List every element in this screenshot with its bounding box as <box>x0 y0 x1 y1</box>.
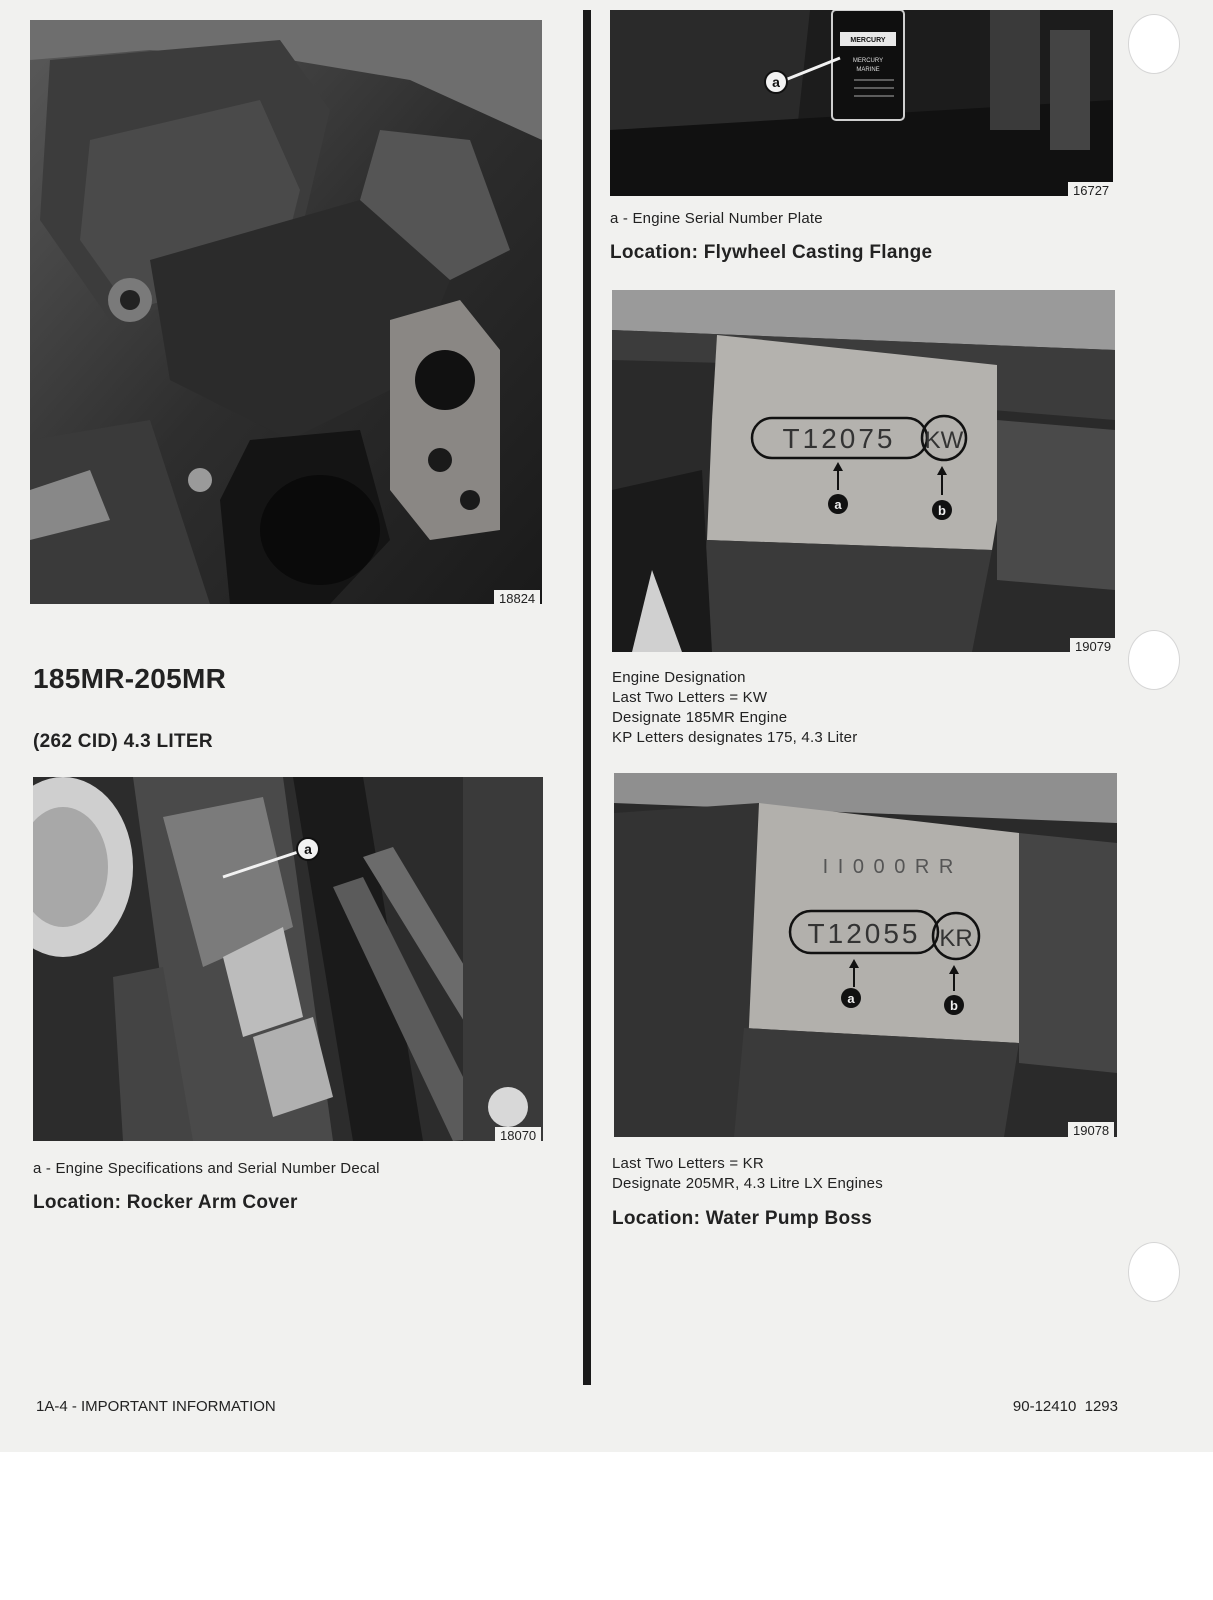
marker-a-label: a <box>834 497 842 512</box>
footer-section-title: 1A-4 - IMPORTANT INFORMATION <box>36 1398 276 1415</box>
serial-plate-photo <box>610 10 1113 196</box>
engine-displacement-subheading: (262 CID) 4.3 LITER <box>33 731 213 752</box>
plate-line1: MERCURY <box>852 58 884 64</box>
designation-line: KP Letters designates 175, 4.3 Liter <box>612 729 858 746</box>
binder-hole-top <box>1128 14 1180 74</box>
serial-plate-location: Location: Flywheel Casting Flange <box>610 242 933 263</box>
water-pump-boss-stamp-photo <box>614 773 1117 1137</box>
binder-hole-bottom <box>1128 1242 1180 1302</box>
designation-line: Designate 185MR Engine <box>612 709 788 726</box>
plate-brand: MERCURY <box>850 37 886 44</box>
stamp-top-text: I I 0 0 0 R R <box>822 856 956 878</box>
marker-a-label: a <box>772 74 780 90</box>
marker-a-label: a <box>304 841 312 857</box>
stamp-letters-text: KW <box>924 427 964 454</box>
designation-line: Last Two Letters = KW <box>612 689 768 706</box>
column-divider <box>583 10 591 1385</box>
binder-hole-middle <box>1128 630 1180 690</box>
figure-number: 18824 <box>494 590 540 608</box>
plate-line2: MARINE <box>856 67 880 73</box>
figure-number: 19078 <box>1068 1122 1114 1140</box>
rocker-cover-callout: a - Engine Specifications and Serial Number Decal <box>33 1160 380 1177</box>
rocker-arm-cover-photo <box>33 777 543 1141</box>
marker-b-label: b <box>950 998 958 1013</box>
flywheel-stamp-photo <box>612 290 1115 652</box>
marker-a-label: a <box>847 991 855 1006</box>
stamp-letters-text: KR <box>939 925 973 952</box>
designation-line: Designate 205MR, 4.3 Litre LX Engines <box>612 1175 883 1192</box>
rocker-cover-location: Location: Rocker Arm Cover <box>33 1192 298 1213</box>
serial-plate-callout: a - Engine Serial Number Plate <box>610 210 823 227</box>
stamp-serial-text: T12055 <box>807 918 921 949</box>
marker-b-label: b <box>938 503 946 518</box>
figure-number: 19079 <box>1070 638 1116 656</box>
engine-block-photo <box>30 20 542 604</box>
stamp-serial-text: T12075 <box>782 423 896 454</box>
figure-number: 16727 <box>1068 182 1114 200</box>
footer-part-number: 90-12410 1293 <box>1012 1398 1118 1415</box>
engine-model-heading: 185MR-205MR <box>33 663 227 694</box>
water-pump-location: Location: Water Pump Boss <box>612 1208 873 1229</box>
designation-line: Last Two Letters = KR <box>612 1155 764 1172</box>
figure-number: 18070 <box>495 1127 541 1145</box>
designation-line: Engine Designation <box>612 669 746 686</box>
